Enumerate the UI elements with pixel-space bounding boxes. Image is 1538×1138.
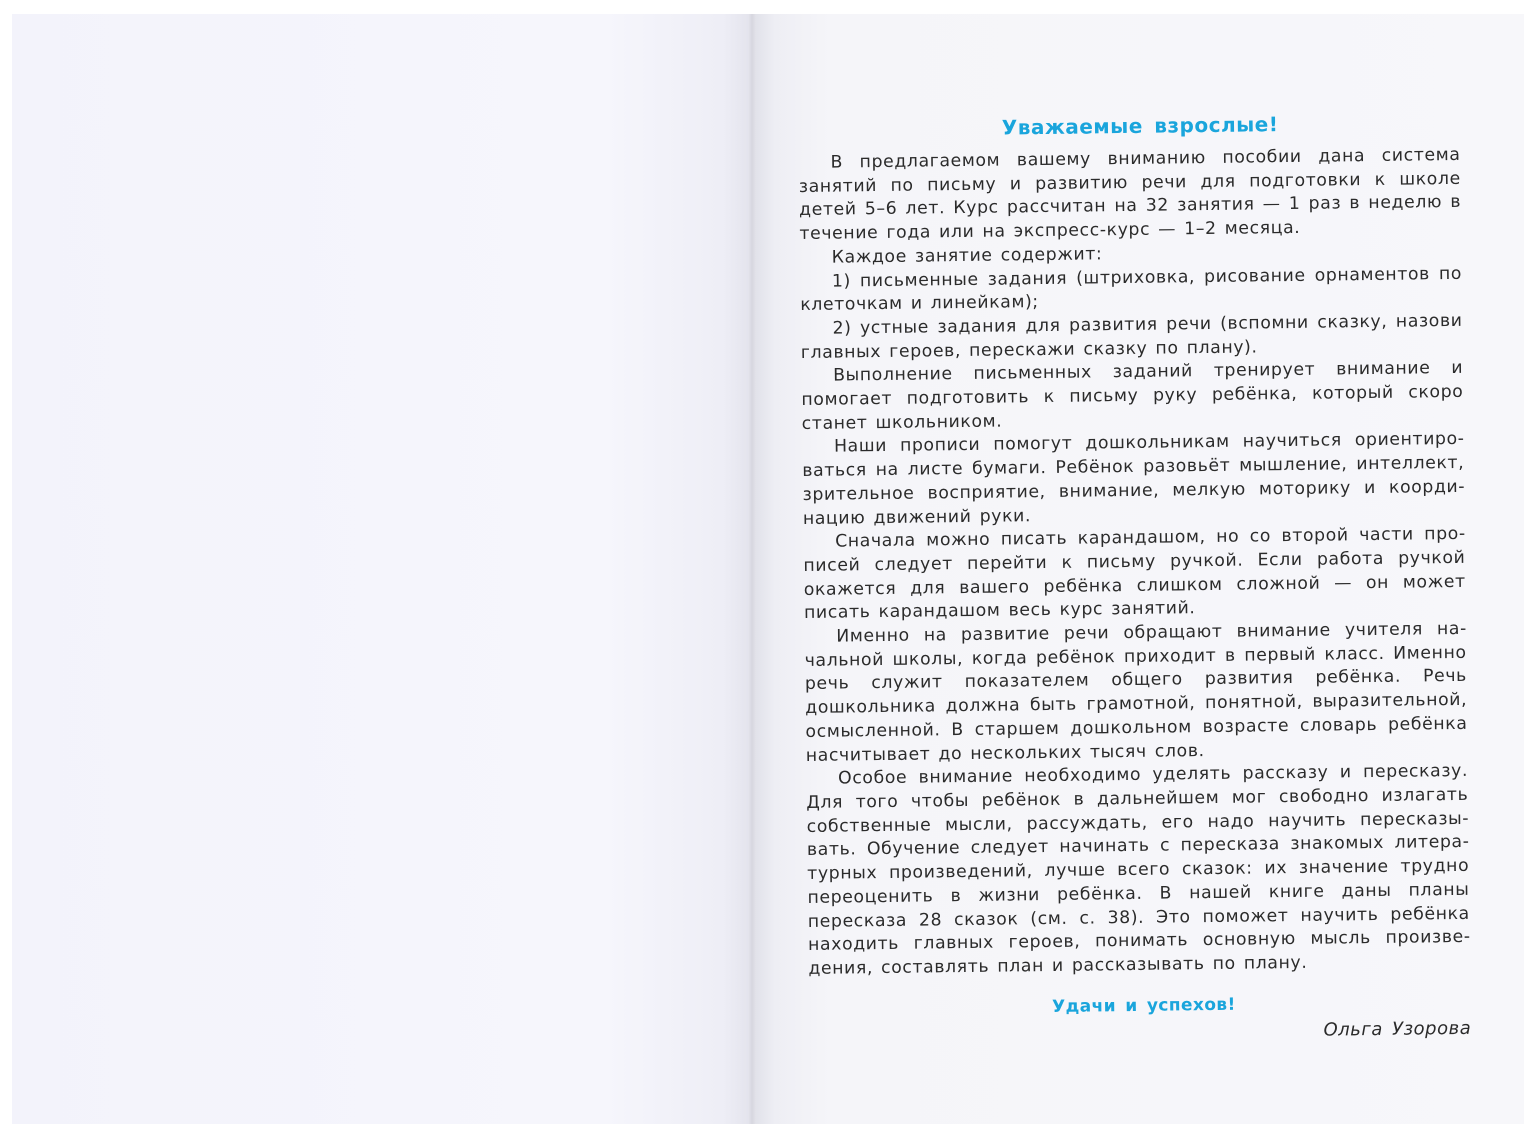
paragraph-retelling: Особое внимание необходимо уделять рассказу и пересказу. Для того чтобы ребёнок в дальнейшем мог свободно излагать собственные мысли, рассуждать, его надо научить пересказывать. Обучение следует начинать с пересказа знакомых литературных произведений, лучше всего сказок: их значение трудно переоценить в жизни ребёнка. В нашей книге даны планы пересказа 28 сказок (см. с. 38). Это поможет научить ребёнка находить главных героев, понимать основную мысль произведения, составлять план и рассказывать по плану. [806, 761, 1471, 979]
page-title: Уважаемые взрослые! [1001, 112, 1279, 140]
paragraph-written-tasks: Выполнение письменных заданий тренирует внимание и помогает подготовить к письму руку ребёнка, который скоро станет школьником. [801, 358, 1464, 434]
left-page-blank [12, 14, 752, 1124]
paragraph-list-item-1: 1) письменные задания (штриховка, рисование орнаментов по клеточкам и линейкам); [800, 263, 1463, 316]
book-spine [748, 14, 756, 1124]
paragraph-intro: В предлагаемом вашему вниманию пособии дана система занятий по письму и развитию речи для подготовки к школе детей 5–6 лет. Курс рассчитан на 32 занятия — 1 раз в неделю в течение года или на экспресс-курс — 1–2 месяца. [798, 144, 1462, 245]
paragraph-contents-lead: Каждое занятие содержит: [831, 244, 1103, 268]
paragraph-pencil-pen: Сначала можно писать карандашом, но со второй части прописей следует перейти к письму ручкой. Если работа ручкой окажется для вашего ребёнка слишком сложной — он может писать карандашом весь курс занятий. [803, 524, 1466, 624]
paragraph-skills: Наши прописи помогут дошкольникам научиться ориентироваться на листе бумаги. Ребёнок разовьёт мышление, интеллект, зрительное восприятие, внимание, мелкую моторику и координацию движений руки. [802, 429, 1465, 529]
author-signature: Ольга Узорова [1323, 1017, 1472, 1041]
closing-wish: Удачи и успехов! [1051, 994, 1236, 1017]
paragraph-list-item-2: 2) устные задания для развития речи (вспомни сказку, назови главных героев, перескажи сказку по плану). [800, 310, 1463, 363]
page-text-block [798, 110, 1471, 1047]
paragraph-speech: Именно на развитие речи обращают внимание учителя начальной школы, когда ребёнок приходит в первый класс. Именно речь служит показателем общего развития ребёнка. Речь дошкольника должна быть грамотной, понятной, выразительной, осмысленной. В старшем дошкольном возрасте словарь ребёнка насчитывает до нескольких тысяч слов. [804, 618, 1468, 766]
